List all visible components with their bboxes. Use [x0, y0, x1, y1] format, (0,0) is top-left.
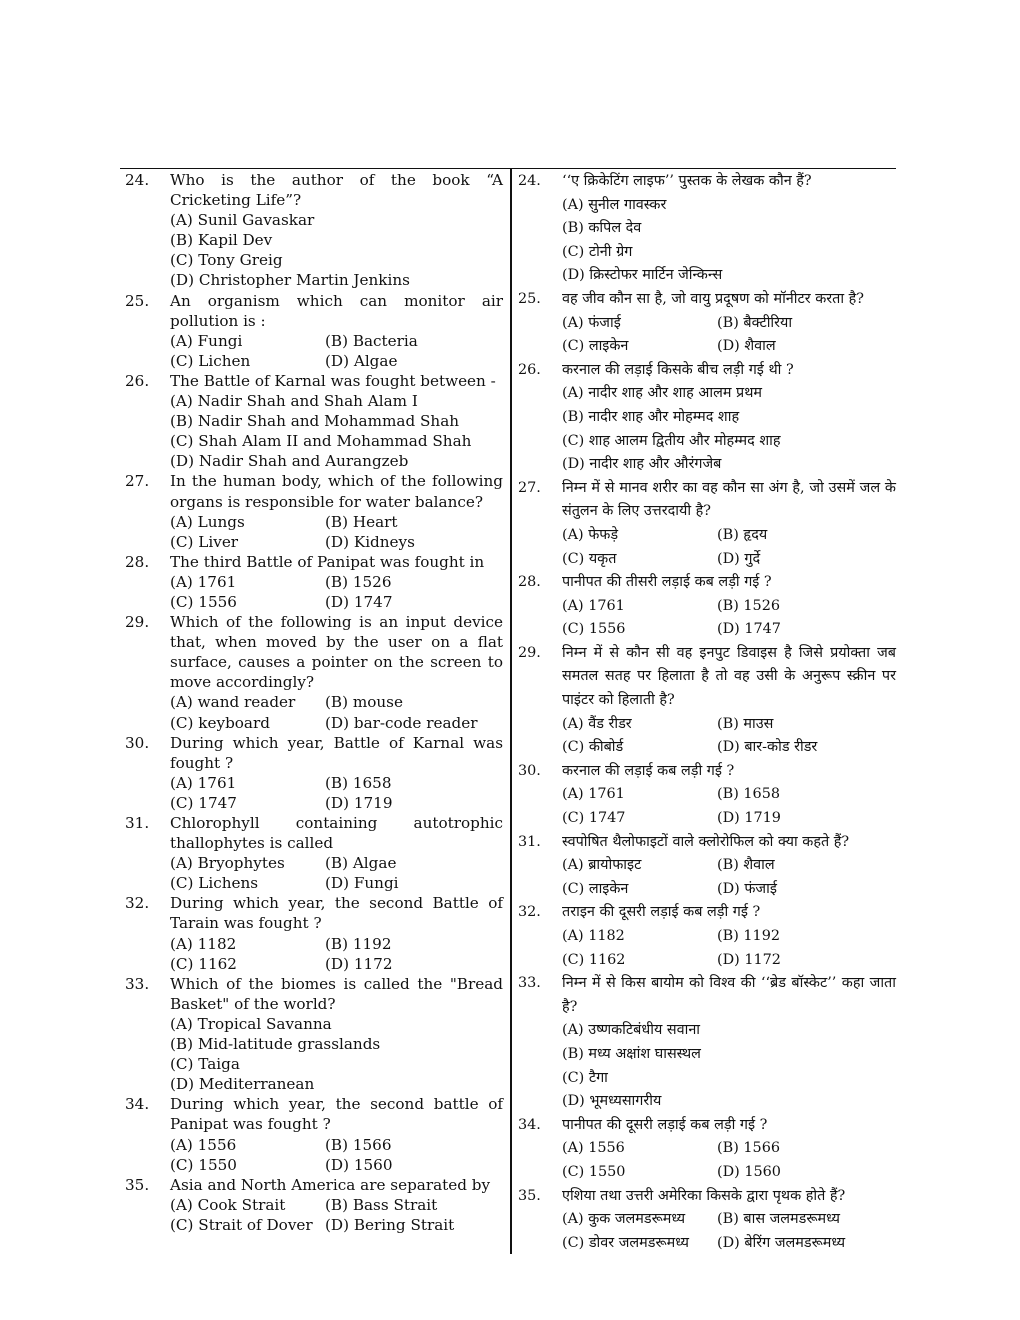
question-text: निम्न में से कौन सी वह इनपुट डिवाइस है जिसे प्रयोक्ता जब समतल सतह पर हिलाता है तो वह उसी के अनुरूप स्क्रीन पर पाइंटर को हिलाती है? [562, 644, 896, 709]
question-number: 30. [125, 733, 150, 752]
options-list [562, 1019, 896, 1113]
option-a: (A) 1761 [562, 597, 625, 614]
options-list [170, 1135, 503, 1175]
option-a: (A) 1761 [562, 786, 625, 803]
en-question-30 [125, 733, 503, 813]
question-text: ‘‘ए क्रिकेटिंग लाइफ’’ पुस्तक के लेखक कौन हैं? [562, 173, 812, 189]
option-b: (B) Kapil Dev [170, 231, 273, 250]
question-number: 26. [125, 371, 150, 390]
option-b: (B) 1566 [325, 1135, 392, 1154]
question-text: During which year, the second battle of Panipat was fought ? [170, 1095, 503, 1134]
question-number: 26. [518, 361, 541, 378]
hi-question-25 [518, 288, 896, 359]
question-number: 35. [518, 1187, 541, 1204]
options-list [170, 853, 503, 893]
en-question-33 [125, 974, 503, 1095]
option-c: (C) 1556 [170, 592, 237, 611]
option-a: (A) फेफड़े [562, 526, 619, 543]
option-c: (C) Liver [170, 532, 239, 551]
question-number: 30. [518, 762, 541, 779]
option-d: (D) Algae [325, 351, 398, 370]
options-list [562, 854, 896, 901]
option-c: (C) 1556 [562, 621, 626, 638]
option-c: (C) 1550 [562, 1163, 626, 1180]
option-c: (C) 1747 [562, 810, 626, 827]
option-b: (B) 1566 [717, 1140, 781, 1157]
options-list [562, 1208, 896, 1255]
option-c: (C) Lichen [170, 351, 251, 370]
question-text: During which year, the second Battle of Tarain was fought ? [170, 894, 503, 933]
question-number: 35. [125, 1175, 150, 1194]
option-c: (C) keyboard [170, 713, 270, 732]
option-d: (D) क्रिस्टोफर मार्टिन जेन्किन्स [562, 267, 723, 284]
question-number: 34. [518, 1116, 541, 1133]
question-number: 33. [125, 974, 150, 993]
option-d: (D) 1719 [325, 793, 393, 812]
option-b: (B) Algae [325, 854, 397, 873]
option-d: (D) बार-कोड रीडर [717, 739, 818, 756]
option-c: (C) टोनी ग्रेग [562, 243, 633, 260]
option-b: (B) Heart [325, 512, 398, 531]
option-c: (C) शाह आलम द्वितीय और मोहम्मद शाह [562, 432, 781, 449]
en-question-29 [125, 612, 503, 733]
en-question-31 [125, 813, 503, 893]
options-list [562, 713, 896, 760]
hi-question-26 [518, 359, 896, 477]
hi-question-35 [518, 1185, 896, 1256]
question-text: During which year, Battle of Karnal was fought ? [170, 733, 503, 772]
option-a: (A) नादीर शाह और शाह आलम प्रथम [562, 385, 763, 402]
option-b: (B) Bass Strait [325, 1195, 438, 1214]
option-d: (D) 1719 [717, 810, 781, 827]
option-b: (B) 1526 [325, 572, 392, 591]
options-list [170, 572, 503, 612]
question-number: 24. [125, 171, 150, 189]
hi-question-24 [518, 170, 896, 288]
option-c: (C) यकृत [562, 550, 617, 567]
hi-question-28 [518, 571, 896, 642]
question-number: 31. [518, 833, 541, 850]
option-d: (D) नादीर शाह और औरंगजेब [562, 456, 722, 473]
question-number: 32. [518, 904, 541, 921]
option-a: (A) Cook Strait [170, 1195, 286, 1214]
option-d: (D) Bering Strait [325, 1215, 455, 1234]
option-b: (B) नादीर शाह और मोहम्मद शाह [562, 408, 740, 425]
option-d: (D) भूमध्यसागरीय [562, 1093, 662, 1110]
options-list [562, 783, 896, 830]
option-b: (B) मध्य अक्षांश घासस्थल [562, 1045, 701, 1062]
question-text: The Battle of Karnal was fought between - [170, 371, 496, 390]
question-text: निम्न में से मानव शरीर का वह कौन सा अंग है, जो उसमें जल के संतुलन के लिए उत्तरदायी है? [562, 479, 896, 520]
en-question-35 [125, 1175, 503, 1235]
question-number: 34. [125, 1095, 150, 1114]
option-a: (A) Sunil Gavaskar [170, 211, 315, 230]
option-d: (D) Fungi [325, 874, 399, 893]
question-number: 31. [125, 814, 150, 832]
question-number: 29. [125, 613, 150, 632]
option-b: (B) बास जलमडरूमध्य [717, 1211, 840, 1228]
options-list [562, 925, 896, 972]
option-b: (B) 1658 [717, 786, 781, 803]
hindi-column [518, 170, 896, 1255]
options-list [170, 512, 503, 552]
option-c: (C) 1162 [170, 954, 237, 973]
option-c: (C) लाइकेन [562, 880, 629, 897]
question-number: 25. [518, 290, 541, 307]
column-divider [510, 168, 512, 1254]
question-number: 28. [125, 552, 150, 571]
option-b: (B) कपिल देव [562, 220, 642, 237]
option-b: (B) Bacteria [325, 331, 418, 350]
option-d: (D) 1172 [325, 954, 393, 973]
option-b: (B) हृदय [717, 526, 768, 543]
option-a: (A) फंजाई [562, 314, 621, 331]
option-a: (A) 1761 [170, 572, 237, 591]
hi-question-29 [518, 642, 896, 760]
options-list [562, 595, 896, 642]
option-b: (B) 1526 [717, 597, 781, 614]
question-text: करनाल की लड़ाई किसके बीच लड़ी गई थी ? [562, 361, 794, 378]
options-list [170, 391, 503, 471]
option-a: (A) 1182 [562, 928, 625, 944]
en-question-24 [125, 170, 503, 291]
english-column [125, 170, 503, 1235]
option-c: (C) Shah Alam II and Mohammad Shah [170, 432, 472, 451]
options-list [170, 773, 503, 813]
option-c: (C) 1747 [170, 793, 237, 812]
en-question-26 [125, 371, 503, 471]
question-text: Asia and North America are separated by [170, 1175, 491, 1194]
option-c: (C) Lichens [170, 874, 259, 893]
option-c: (C) लाइकेन [562, 338, 629, 355]
option-a: (A) wand reader [170, 693, 296, 712]
option-a: (A) Bryophytes [170, 854, 285, 873]
question-text: पानीपत की तीसरी लड़ाई कब लड़ी गई ? [562, 574, 772, 591]
en-question-32 [125, 893, 503, 973]
question-text: An organism which can monitor air pollution is : [170, 291, 503, 330]
option-d: (D) 1172 [717, 951, 781, 968]
question-number: 28. [518, 574, 541, 591]
options-list [562, 194, 896, 288]
option-b: (B) 1192 [717, 928, 781, 944]
question-text: तराइन की दूसरी लड़ाई कब लड़ी गई ? [562, 904, 761, 921]
option-c: (C) Tony Greig [170, 251, 283, 270]
option-d: (D) 1747 [717, 621, 781, 638]
question-text: निम्न में से किस बायोम को विश्व की ‘‘ब्रेड बॉस्केट’’ कहा जाता है? [562, 975, 896, 1015]
option-d: (D) 1560 [717, 1163, 781, 1180]
option-a: (A) Fungi [170, 331, 243, 350]
options-list [170, 1195, 503, 1235]
option-a: (A) ब्रायोफाइट [562, 857, 642, 874]
en-question-28 [125, 552, 503, 612]
question-text: The third Battle of Panipat was fought in [170, 552, 485, 571]
option-b: (B) 1192 [325, 934, 392, 953]
en-question-25 [125, 291, 503, 371]
question-number: 24. [518, 173, 541, 189]
option-c: (C) डोवर जलमडरूमध्य [562, 1234, 689, 1251]
en-question-27 [125, 471, 503, 551]
question-number: 27. [518, 479, 541, 496]
top-rule [120, 168, 896, 169]
options-list [562, 312, 896, 359]
option-d: (D) Kidneys [325, 532, 415, 551]
question-text: एशिया तथा उत्तरी अमेरिका किसके द्वारा पृथक होते हैं? [562, 1187, 846, 1204]
options-list [170, 934, 503, 974]
option-c: (C) Taiga [170, 1055, 240, 1074]
question-number: 32. [125, 894, 150, 913]
options-list [562, 1137, 896, 1184]
option-b: (B) बैक्टीरिया [717, 314, 793, 331]
en-question-34 [125, 1094, 503, 1174]
question-text: करनाल की लड़ाई कब लड़ी गई ? [562, 762, 735, 779]
option-d: (D) Christopher Martin Jenkins [170, 271, 410, 290]
question-text: Who is the author of the book “A Cricketing Life”? [170, 171, 503, 210]
question-text: पानीपत की दूसरी लड़ाई कब लड़ी गई ? [562, 1116, 768, 1133]
option-c: (C) Strait of Dover [170, 1215, 313, 1234]
hi-question-33 [518, 972, 896, 1114]
option-d: (D) 1747 [325, 592, 393, 611]
option-d: (D) बेरिंग जलमडरूमध्य [717, 1234, 846, 1251]
option-d: (D) गुर्दे [717, 550, 761, 567]
option-d: (D) Mediterranean [170, 1075, 315, 1094]
option-d: (D) शैवाल [717, 338, 776, 355]
option-b: (B) 1658 [325, 773, 392, 792]
option-a: (A) Nadir Shah and Shah Alam I [170, 392, 418, 411]
option-a: (A) वैंड रीडर [562, 715, 632, 732]
hi-question-32 [518, 901, 896, 972]
question-text: स्वपोषित थैलोफाइटों वाले क्लोरोफिल को क्या कहते हैं? [562, 833, 850, 850]
question-text: वह जीव कौन सा है, जो वायु प्रदूषण को मॉनीटर करता है? [562, 290, 865, 307]
option-a: (A) सुनील गावस्कर [562, 196, 667, 213]
question-text: Chlorophyll containing autotrophic thallophytes is called [170, 814, 503, 853]
option-b: (B) Nadir Shah and Mohammad Shah [170, 412, 460, 431]
hi-question-31 [518, 831, 896, 902]
hi-question-30 [518, 760, 896, 831]
option-d: (D) bar-code reader [325, 713, 478, 732]
options-list [170, 331, 503, 371]
option-d: (D) 1560 [325, 1155, 393, 1174]
option-a: (A) 1556 [170, 1135, 237, 1154]
question-number: 29. [518, 644, 541, 661]
question-text: Which of the following is an input device that, when moved by the user on a flat surface, causes a pointer on the screen to move accordingly? [170, 613, 503, 692]
option-a: (A) 1761 [170, 773, 237, 792]
option-c: (C) टैगा [562, 1069, 608, 1086]
options-list [562, 524, 896, 571]
question-number: 27. [125, 472, 150, 491]
options-list [170, 1014, 503, 1094]
hi-question-27 [518, 477, 896, 571]
options-list [562, 382, 896, 476]
option-a: (A) Tropical Savanna [170, 1014, 332, 1033]
question-number: 33. [518, 975, 541, 992]
option-a: (A) 1556 [562, 1140, 625, 1157]
option-b: (B) mouse [325, 693, 403, 712]
option-c: (C) कीबोर्ड [562, 739, 624, 756]
option-a: (A) उष्णकटिबंधीय सवाना [562, 1022, 701, 1039]
option-b: (B) शैवाल [717, 857, 775, 874]
option-a: (A) 1182 [170, 934, 237, 953]
option-a: (A) Lungs [170, 512, 245, 531]
options-list [170, 692, 503, 732]
hi-question-34 [518, 1114, 896, 1185]
options-list [170, 210, 503, 290]
option-d: (D) Nadir Shah and Aurangzeb [170, 452, 409, 471]
option-b: (B) माउस [717, 715, 774, 732]
question-text: In the human body, which of the following organs is responsible for water balance? [170, 472, 503, 511]
option-d: (D) फंजाई [717, 880, 777, 897]
question-number: 25. [125, 291, 150, 310]
option-c: (C) 1162 [562, 951, 626, 968]
question-text: Which of the biomes is called the "Bread Basket" of the world? [170, 974, 503, 1013]
option-c: (C) 1550 [170, 1155, 237, 1174]
option-b: (B) Mid-latitude grasslands [170, 1035, 381, 1054]
option-a: (A) कुक जलमडरूमध्य [562, 1211, 686, 1228]
